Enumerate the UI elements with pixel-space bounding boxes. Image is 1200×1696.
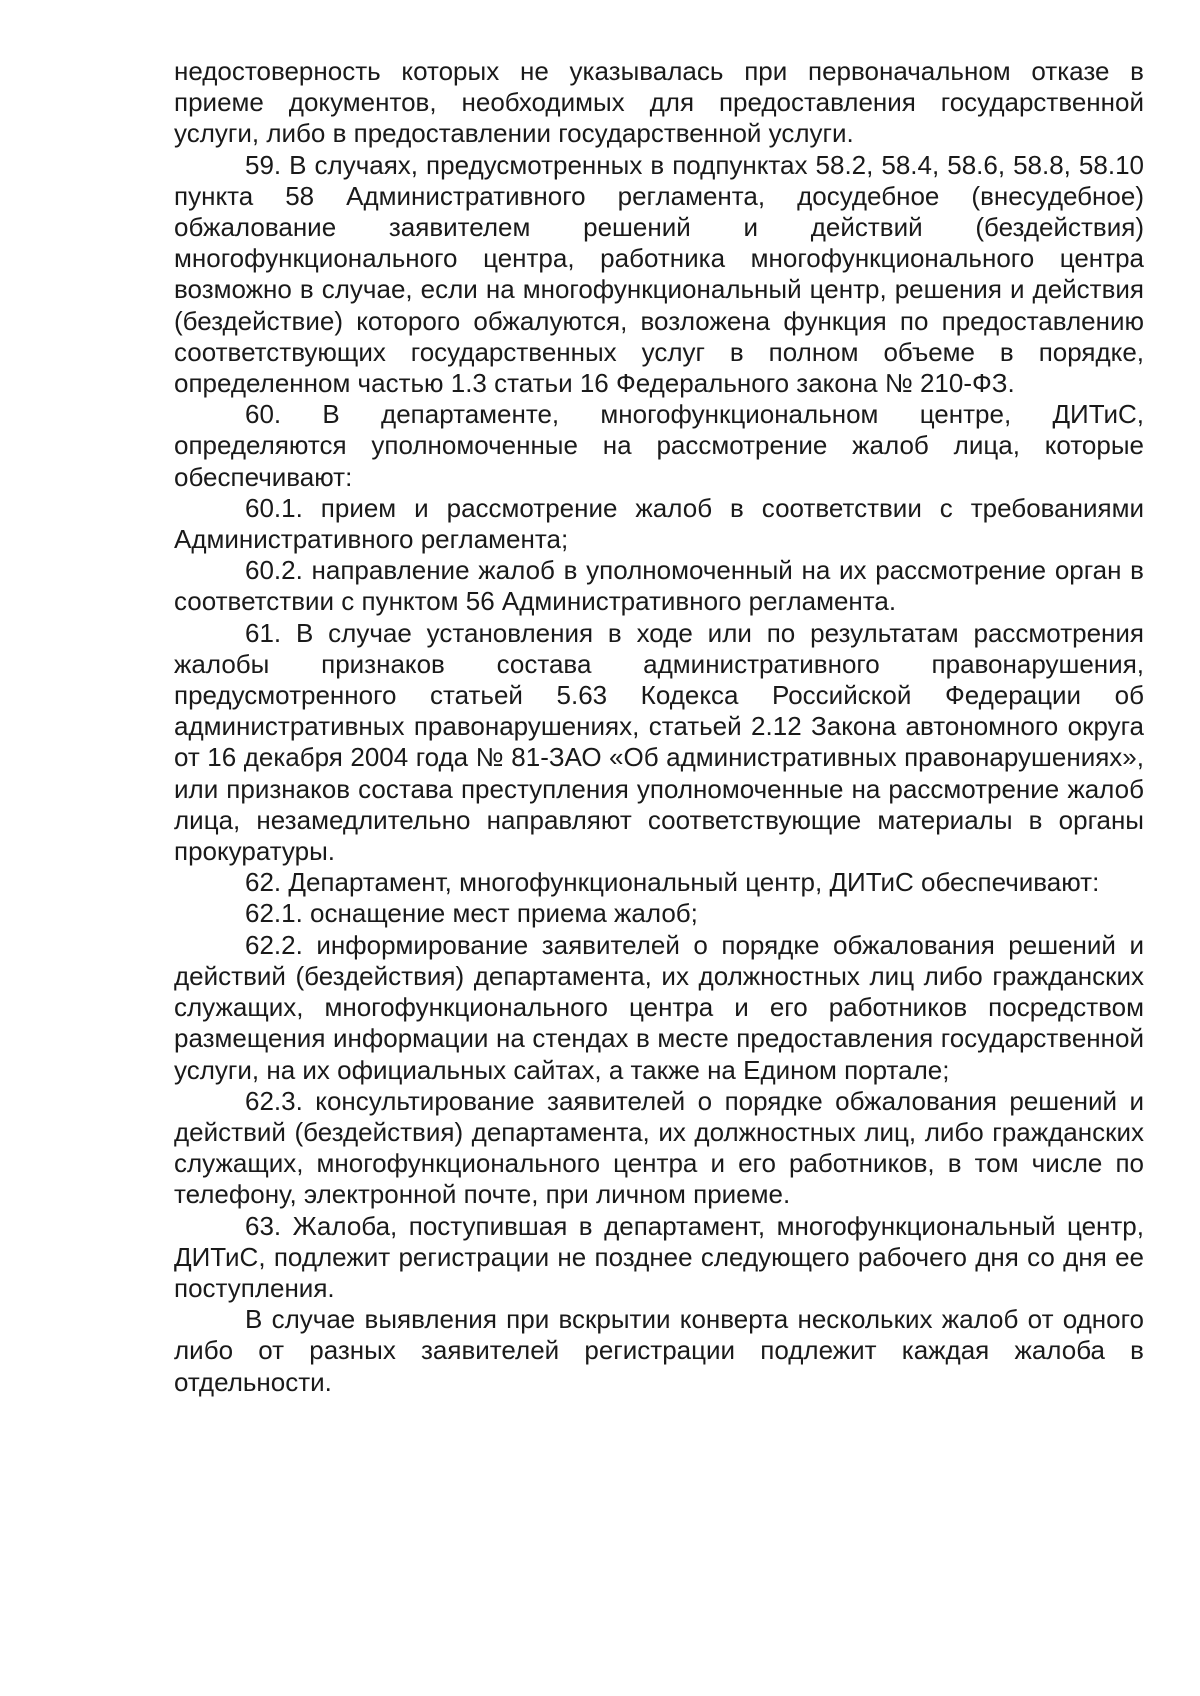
paragraph-continuation: недостоверность которых не указывалась при первоначальном отказе в приеме документов, необходимых для предоставления государственной услуги, либо в предоставлении государственной услуги. [174,56,1144,149]
paragraph-60: 60. В департаменте, многофункциональном центре, ДИТиС, определяются уполномоченные на рассмотрение жалоб лица, которые обеспечивают: [174,399,1144,492]
paragraph-62-3: 62.3. консультирование заявителей о порядке обжалования решений и действий (бездействия) департамента, их должностных лиц, либо гражданских служащих, многофункционального центра и его работников, в том числе по телефону, электронной почте, при личном приеме. [174,1085,1144,1210]
paragraph-62: 62. Департамент, многофункциональный центр, ДИТиС обеспечивают: [245,867,1100,898]
document-body [174,56,1144,1398]
paragraph-62-1: 62.1. оснащение мест приема жалоб; [245,898,698,929]
paragraph-63: 63. Жалоба, поступившая в департамент, многофункциональный центр, ДИТиС, подлежит регистрации не позднее следующего рабочего дня со дня ее поступления. [174,1210,1144,1303]
paragraph-60-2: 60.2. направление жалоб в уполномоченный на их рассмотрение орган в соответствии с пунктом 56 Административного регламента. [174,555,1144,617]
paragraph-60-1: 60.1. прием и рассмотрение жалоб в соответствии с требованиями Административного регламента; [174,492,1144,555]
paragraph-62-2: 62.2. информирование заявителей о порядке обжалования решений и действий (бездействия) департамента, их должностных лиц либо гражданских служащих, многофункционального центра и его работников посредством размещения информации на стендах в месте предоставления государственной услуги, на их официальных сайтах, а также на Едином портале; [174,929,1144,1085]
paragraph-63-envelope: В случае выявления при вскрытии конверта нескольких жалоб от одного либо от разных заявителей регистрации подлежит каждая жалоба в отдельности. [174,1304,1144,1397]
paragraph-61: 61. В случае установления в ходе или по результатам рассмотрения жалобы признаков состава административного правонарушения, предусмотренного статьей 5.63 Кодекса Российской Федерации об административных правонарушениях, статьей 2.12 Закона автономного округа от 16 декабря 2004 года № 81-ЗАО «Об административных правонарушениях», или признаков состава преступления уполномоченные на рассмотрение жалоб лица, незамедлительно направляют соответствующие материалы в органы прокуратуры. [174,617,1144,867]
paragraph-59: 59. В случаях, предусмотренных в подпунктах 58.2, 58.4, 58.6, 58.8, 58.10 пункта 58 Административного регламента, досудебное (внесудебное) обжалование заявителем решений и действий (бездействия) многофункционального центра, работника многофункционального центра возможно в случае, если на многофункциональный центр, решения и действия (бездействие) которого обжалуются, возложена функция по предоставлению соответствующих государственных услуг в полном объеме в порядке, определенном частью 1.3 статьи 16 Федерального закона № 210-ФЗ. [174,149,1144,399]
